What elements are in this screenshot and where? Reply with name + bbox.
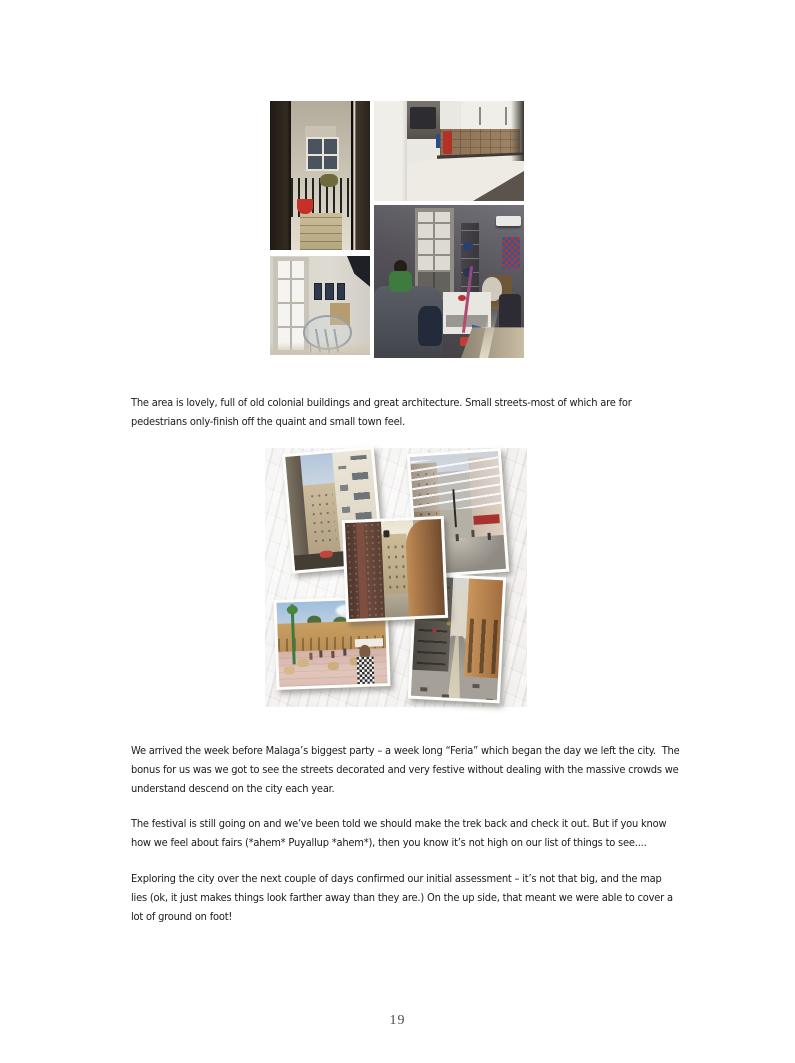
tall-cabinet — [374, 101, 407, 201]
planter-box — [320, 174, 338, 187]
red-awning — [473, 514, 500, 525]
curved-terracotta-wall — [404, 519, 445, 616]
table-items — [458, 295, 466, 301]
red-flowers — [319, 550, 332, 558]
photo-balcony-view — [270, 101, 370, 250]
blue-bottle — [436, 134, 441, 148]
microwave — [410, 107, 436, 129]
woman-checkered-top — [356, 657, 374, 684]
street-photo-collage — [265, 448, 527, 707]
dark-pavers — [420, 687, 427, 691]
door-panel-left — [270, 101, 291, 250]
page-number: 19 — [389, 1013, 406, 1028]
balcony-cabinet — [300, 213, 342, 250]
paragraph-exploring: Exploring the city over the next couple of days confirmed our initial assessment – it’s not that big, and the map lies (ok, it just makes things look farther away than they are.) On the up side, that meant we were able to cover a lot of ground on foot! — [131, 872, 676, 923]
hanging-lantern — [384, 530, 390, 538]
photo-old-town-alley — [342, 516, 448, 622]
shelf-items — [463, 242, 474, 251]
window-shutter-box — [305, 126, 336, 136]
picture-frame — [337, 283, 345, 300]
curved-benches — [298, 659, 309, 667]
picture-frame — [325, 283, 333, 300]
orange-building — [464, 579, 503, 679]
white-awnings — [355, 638, 383, 647]
window-glass — [418, 212, 451, 271]
floor — [270, 342, 370, 355]
door-panel-right — [351, 101, 370, 250]
air-conditioner — [496, 216, 522, 227]
paragraph-festival: The festival is still going on and we’ve been told we should make the trek back and check it out. But if you know how we feel about fairs (*ahem* Puyallup *ahem*), then you know it’s not high on our list of things to see.... — [131, 817, 670, 849]
red-bucket — [297, 199, 313, 214]
boy-green-shirt — [389, 271, 412, 292]
pole-leaves — [286, 605, 297, 615]
wall-tv — [347, 256, 370, 287]
paragraph-feria: We arrived the week before Malaga’s biggest party – a week long “Feria” which began the day we left the city. The bonus for us was we got to see the streets decorated and very festive without dealing with the massive crowds we understand descend on the city each year. — [131, 744, 683, 795]
curtained-window — [278, 261, 304, 350]
neighbor-window — [306, 137, 339, 171]
photo-sitting-room — [270, 256, 370, 355]
pedestrians — [319, 650, 322, 657]
red-fire-extinguisher — [443, 131, 452, 154]
alley-scene — [345, 519, 445, 619]
photo-kitchen — [374, 101, 524, 201]
festival-canopy — [410, 455, 501, 513]
picture-frame — [314, 283, 322, 300]
wall-shadow — [511, 101, 525, 161]
photo-living-room — [374, 205, 524, 358]
wall-picture-frames — [314, 283, 345, 300]
mosaic-poster — [502, 237, 520, 269]
navy-bag — [418, 306, 442, 346]
paragraph-area-lovely: The area is lovely, full of old colonial buildings and great architecture. Small streets-most of which are for pedestrians only-finish off the quaint and small town feel. — [131, 396, 635, 428]
alley-path — [384, 593, 411, 617]
